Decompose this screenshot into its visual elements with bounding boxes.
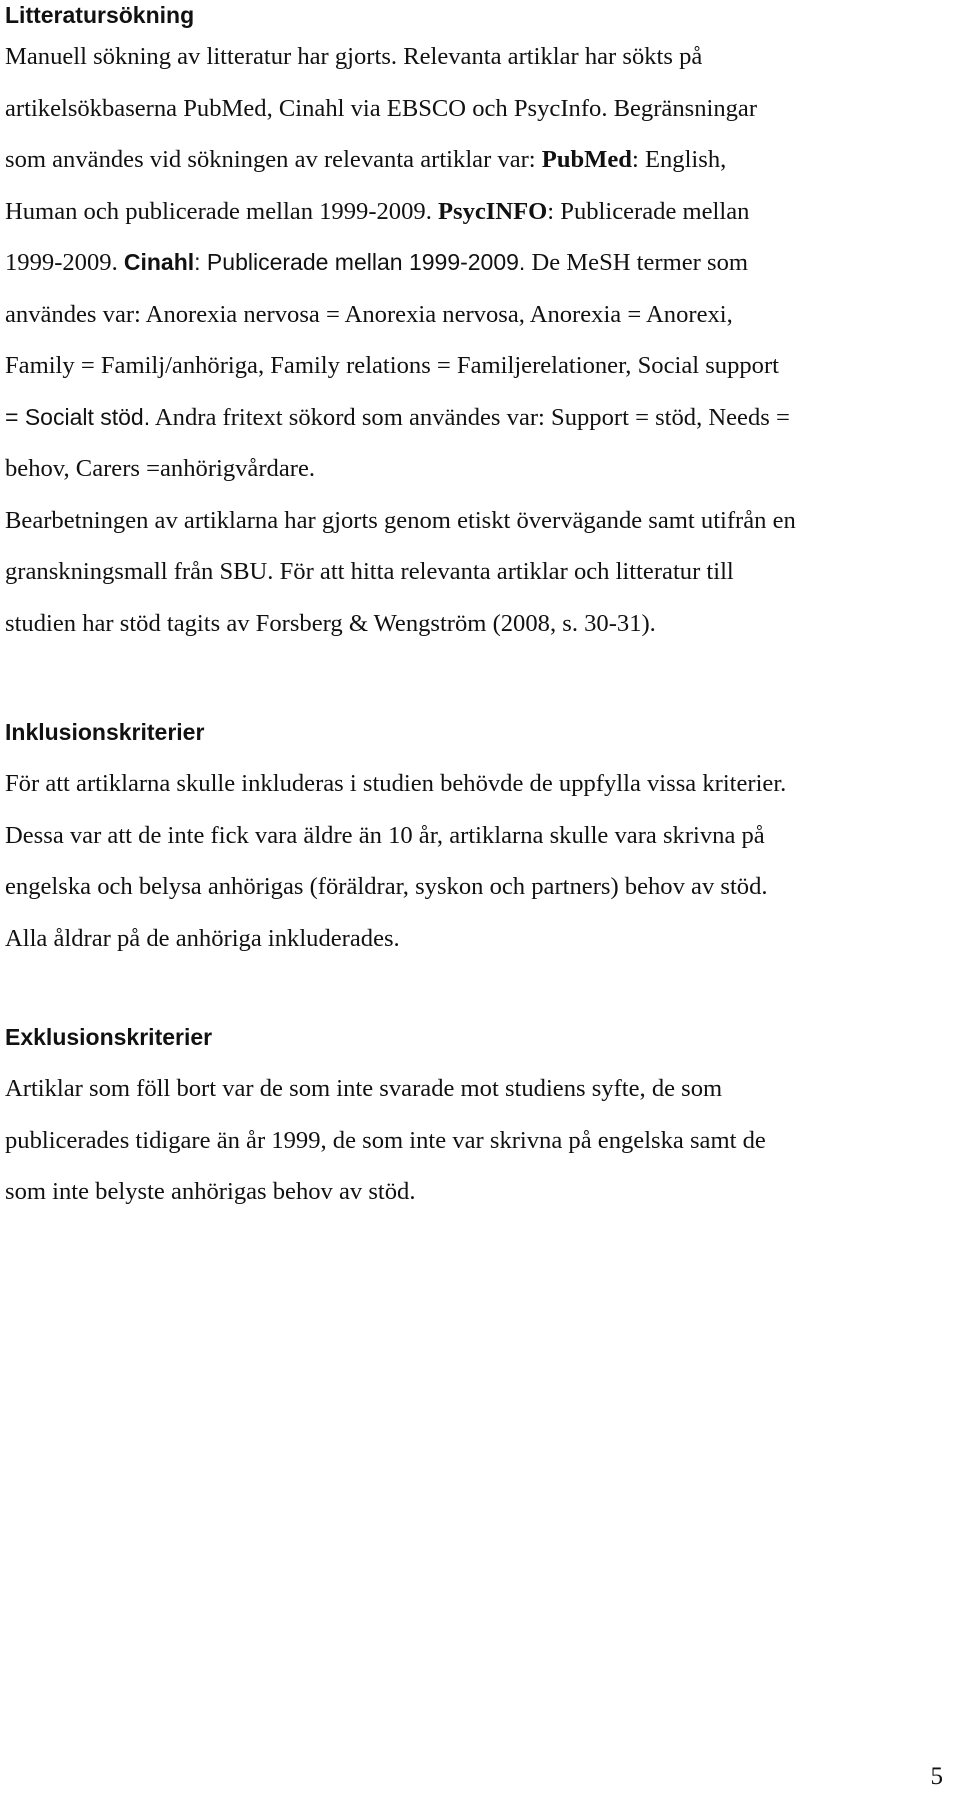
text-line: För att artiklarna skulle inkluderas i studien behövde de uppfylla vissa kriterier. xyxy=(5,770,787,797)
text-line: Alla åldrar på de anhöriga inkluderades. xyxy=(5,924,400,952)
text-line xyxy=(5,546,955,598)
paragraph-litteratursokning xyxy=(5,31,955,649)
text-segment: : English, xyxy=(631,146,727,173)
section-heading-exklusionskriterier: Exklusionskriterier xyxy=(5,1024,213,1050)
text-segment: = Socialt stöd. xyxy=(5,403,151,430)
text-line: engelska och belysa anhörigas (föräldrar, syskon och partners) behov av stöd. xyxy=(5,873,768,900)
text-segment: artikelsökbaserna PubMed, Cinahl via EBSCO och PsycInfo. Begränsningar xyxy=(5,94,758,122)
text-line xyxy=(5,340,955,392)
text-line xyxy=(5,237,955,289)
text-segment: De MeSH termer som xyxy=(525,249,748,276)
text-line: publicerades tidigare än år 1999, de som inte var skrivna på engelska samt de xyxy=(5,1126,766,1154)
text-segment: 1999-2009. xyxy=(5,249,124,276)
text-line: Dessa var att de inte fick vara äldre än 10 år, artiklarna skulle vara skrivna på xyxy=(5,821,765,849)
text-line xyxy=(5,83,955,135)
text-segment: som användes vid sökningen av relevanta artiklar var: xyxy=(5,146,542,173)
text-segment: granskningsmall från SBU. xyxy=(5,558,274,585)
text-segment: Family = Familj/anhöriga, Family relations = Familjerelationer, Social support xyxy=(5,352,780,379)
text-segment: För att hitta relevanta artiklar och litteratur till xyxy=(273,558,734,585)
text-segment: Bearbetningen av artiklarna har gjorts genom etiskt övervägande samt utifrån en xyxy=(5,506,796,534)
database-name-psycinfo: PsycINFO xyxy=(438,197,548,225)
text-line xyxy=(5,186,955,238)
section-heading-litteratursokning: Litteratursökning xyxy=(5,2,195,28)
text-line: som inte belyste anhörigas behov av stöd. xyxy=(5,1178,416,1205)
text-line xyxy=(5,31,955,83)
text-line xyxy=(5,392,955,444)
text-segment: studien har stöd tagits av Forsberg & Wengström (2008, s. 30-31). xyxy=(5,609,656,637)
text-segment: användes var: Anorexia nervosa = Anorexia nervosa, Anorexia = Anorexi, xyxy=(5,300,733,328)
database-name-pubmed: PubMed xyxy=(541,146,632,173)
text-segment: Manuell sökning av litteratur har gjorts. Relevanta artiklar har sökts på xyxy=(5,43,703,70)
text-segment: behov, Carers =anhörigvårdare. xyxy=(5,455,316,482)
text-segment: : Publicerade mellan 1999-2009. xyxy=(194,249,526,275)
database-name-cinahl: Cinahl xyxy=(123,249,195,275)
paragraph-exklusionskriterier xyxy=(5,1063,955,1218)
text-line xyxy=(5,289,955,341)
text-line xyxy=(5,495,955,547)
text-segment: Human och publicerade mellan 1999-2009. xyxy=(5,197,438,225)
section-heading-inklusionskriterier: Inklusionskriterier xyxy=(5,719,205,745)
paragraph-inklusionskriterier xyxy=(5,758,955,964)
text-line: Artiklar som föll bort var de som inte svarade mot studiens syfte, de som xyxy=(5,1075,723,1102)
text-segment: Andra fritext sökord som användes var: Support = stöd, Needs = xyxy=(150,403,790,431)
text-line xyxy=(5,134,955,186)
text-line xyxy=(5,598,955,650)
page-number: 5 xyxy=(930,1763,943,1790)
text-segment: : Publicerade mellan xyxy=(547,197,750,225)
text-line xyxy=(5,443,955,495)
